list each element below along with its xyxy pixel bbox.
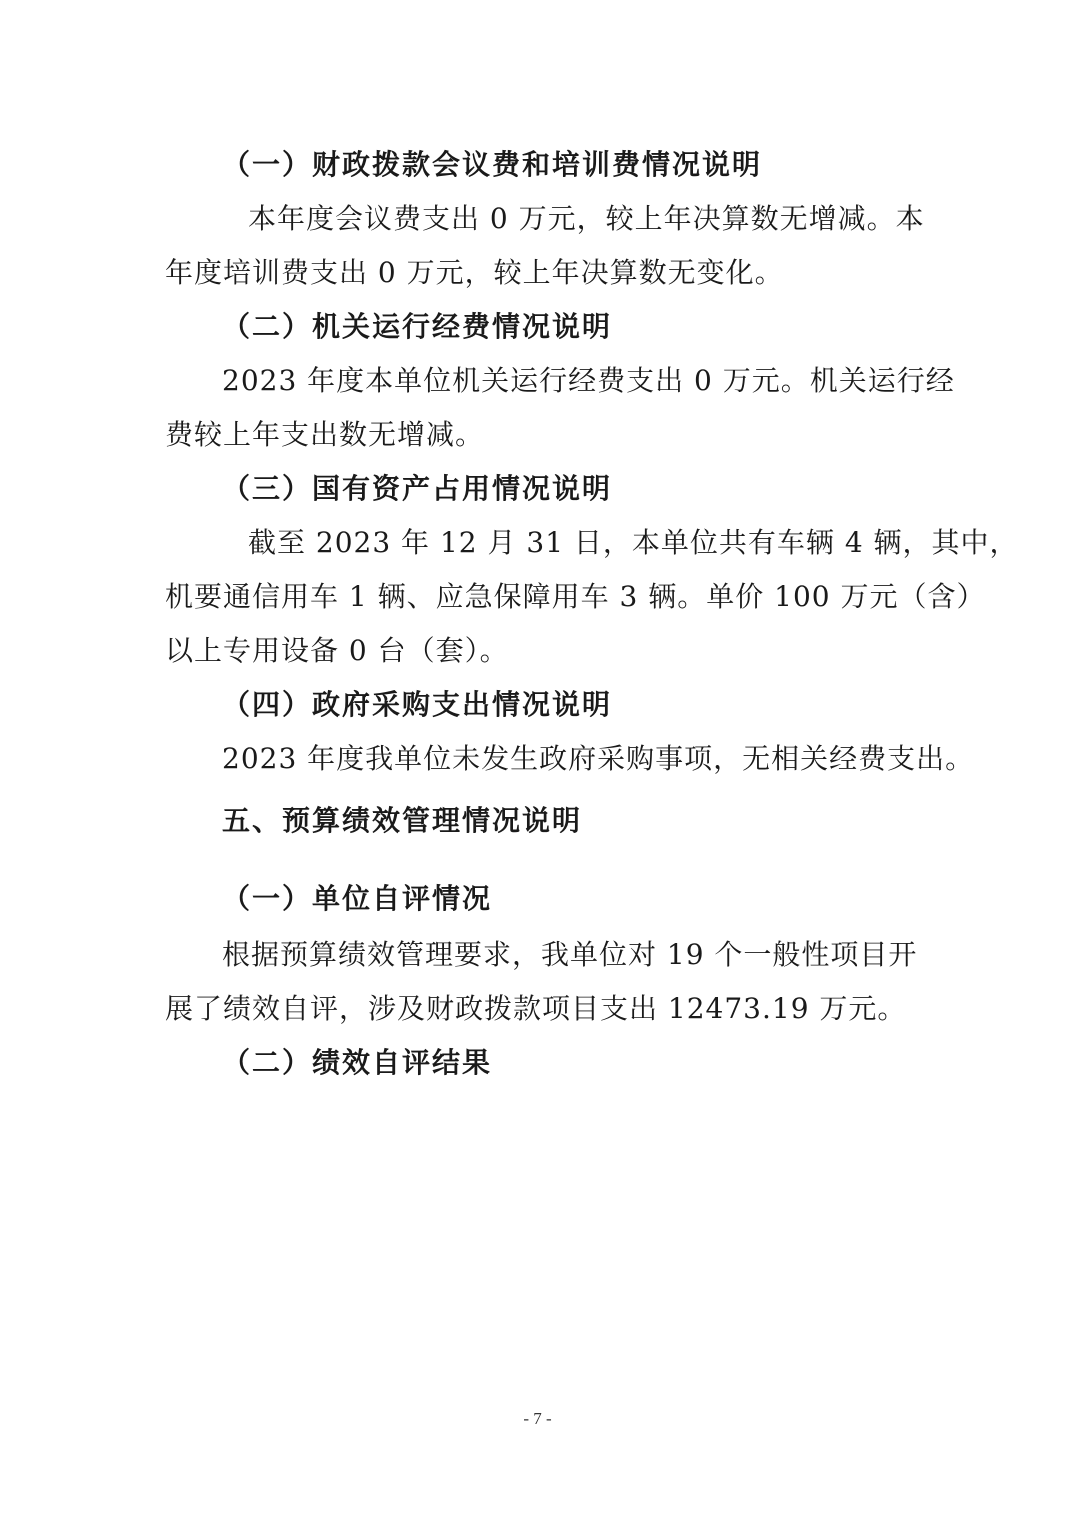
section-heading-government-procurement: （四）政府采购支出情况说明 xyxy=(222,688,613,721)
paragraph-line: 展了绩效自评，涉及财政拨款项目支出 12473.19 万元。 xyxy=(165,992,907,1025)
paragraph-line: 年度培训费支出 0 万元，较上年决算数无变化。 xyxy=(165,256,784,289)
section-heading-state-assets: （三）国有资产占用情况说明 xyxy=(222,472,613,505)
paragraph-line: 以上专用设备 0 台（套）。 xyxy=(165,634,509,667)
subsection-heading-self-evaluation: （一）单位自评情况 xyxy=(222,882,493,915)
section-heading-operating-expenses: （二）机关运行经费情况说明 xyxy=(222,310,613,343)
subsection-heading-evaluation-results: （二）绩效自评结果 xyxy=(222,1046,493,1079)
paragraph-line: 根据预算绩效管理要求，我单位对 19 个一般性项目开 xyxy=(222,938,918,971)
paragraph-line: 机要通信用车 1 辆、应急保障用车 3 辆。单价 100 万元（含） xyxy=(165,580,986,613)
page-number: - 7 - xyxy=(523,1409,552,1428)
paragraph-line: 2023 年度我单位未发生政府采购事项，无相关经费支出。 xyxy=(222,742,975,775)
paragraph-line: 截至 2023 年 12 月 31 日，本单位共有车辆 4 辆，其中， xyxy=(248,526,1019,559)
paragraph-line: 2023 年度本单位机关运行经费支出 0 万元。机关运行经 xyxy=(222,364,955,397)
section-heading-meeting-training-fees: （一）财政拨款会议费和培训费情况说明 xyxy=(222,148,763,181)
section-heading-budget-performance: 五、预算绩效管理情况说明 xyxy=(222,804,583,837)
paragraph-line: 费较上年支出数无增减。 xyxy=(165,418,485,451)
paragraph-line: 本年度会议费支出 0 万元，较上年决算数无增减。本 xyxy=(248,202,925,235)
